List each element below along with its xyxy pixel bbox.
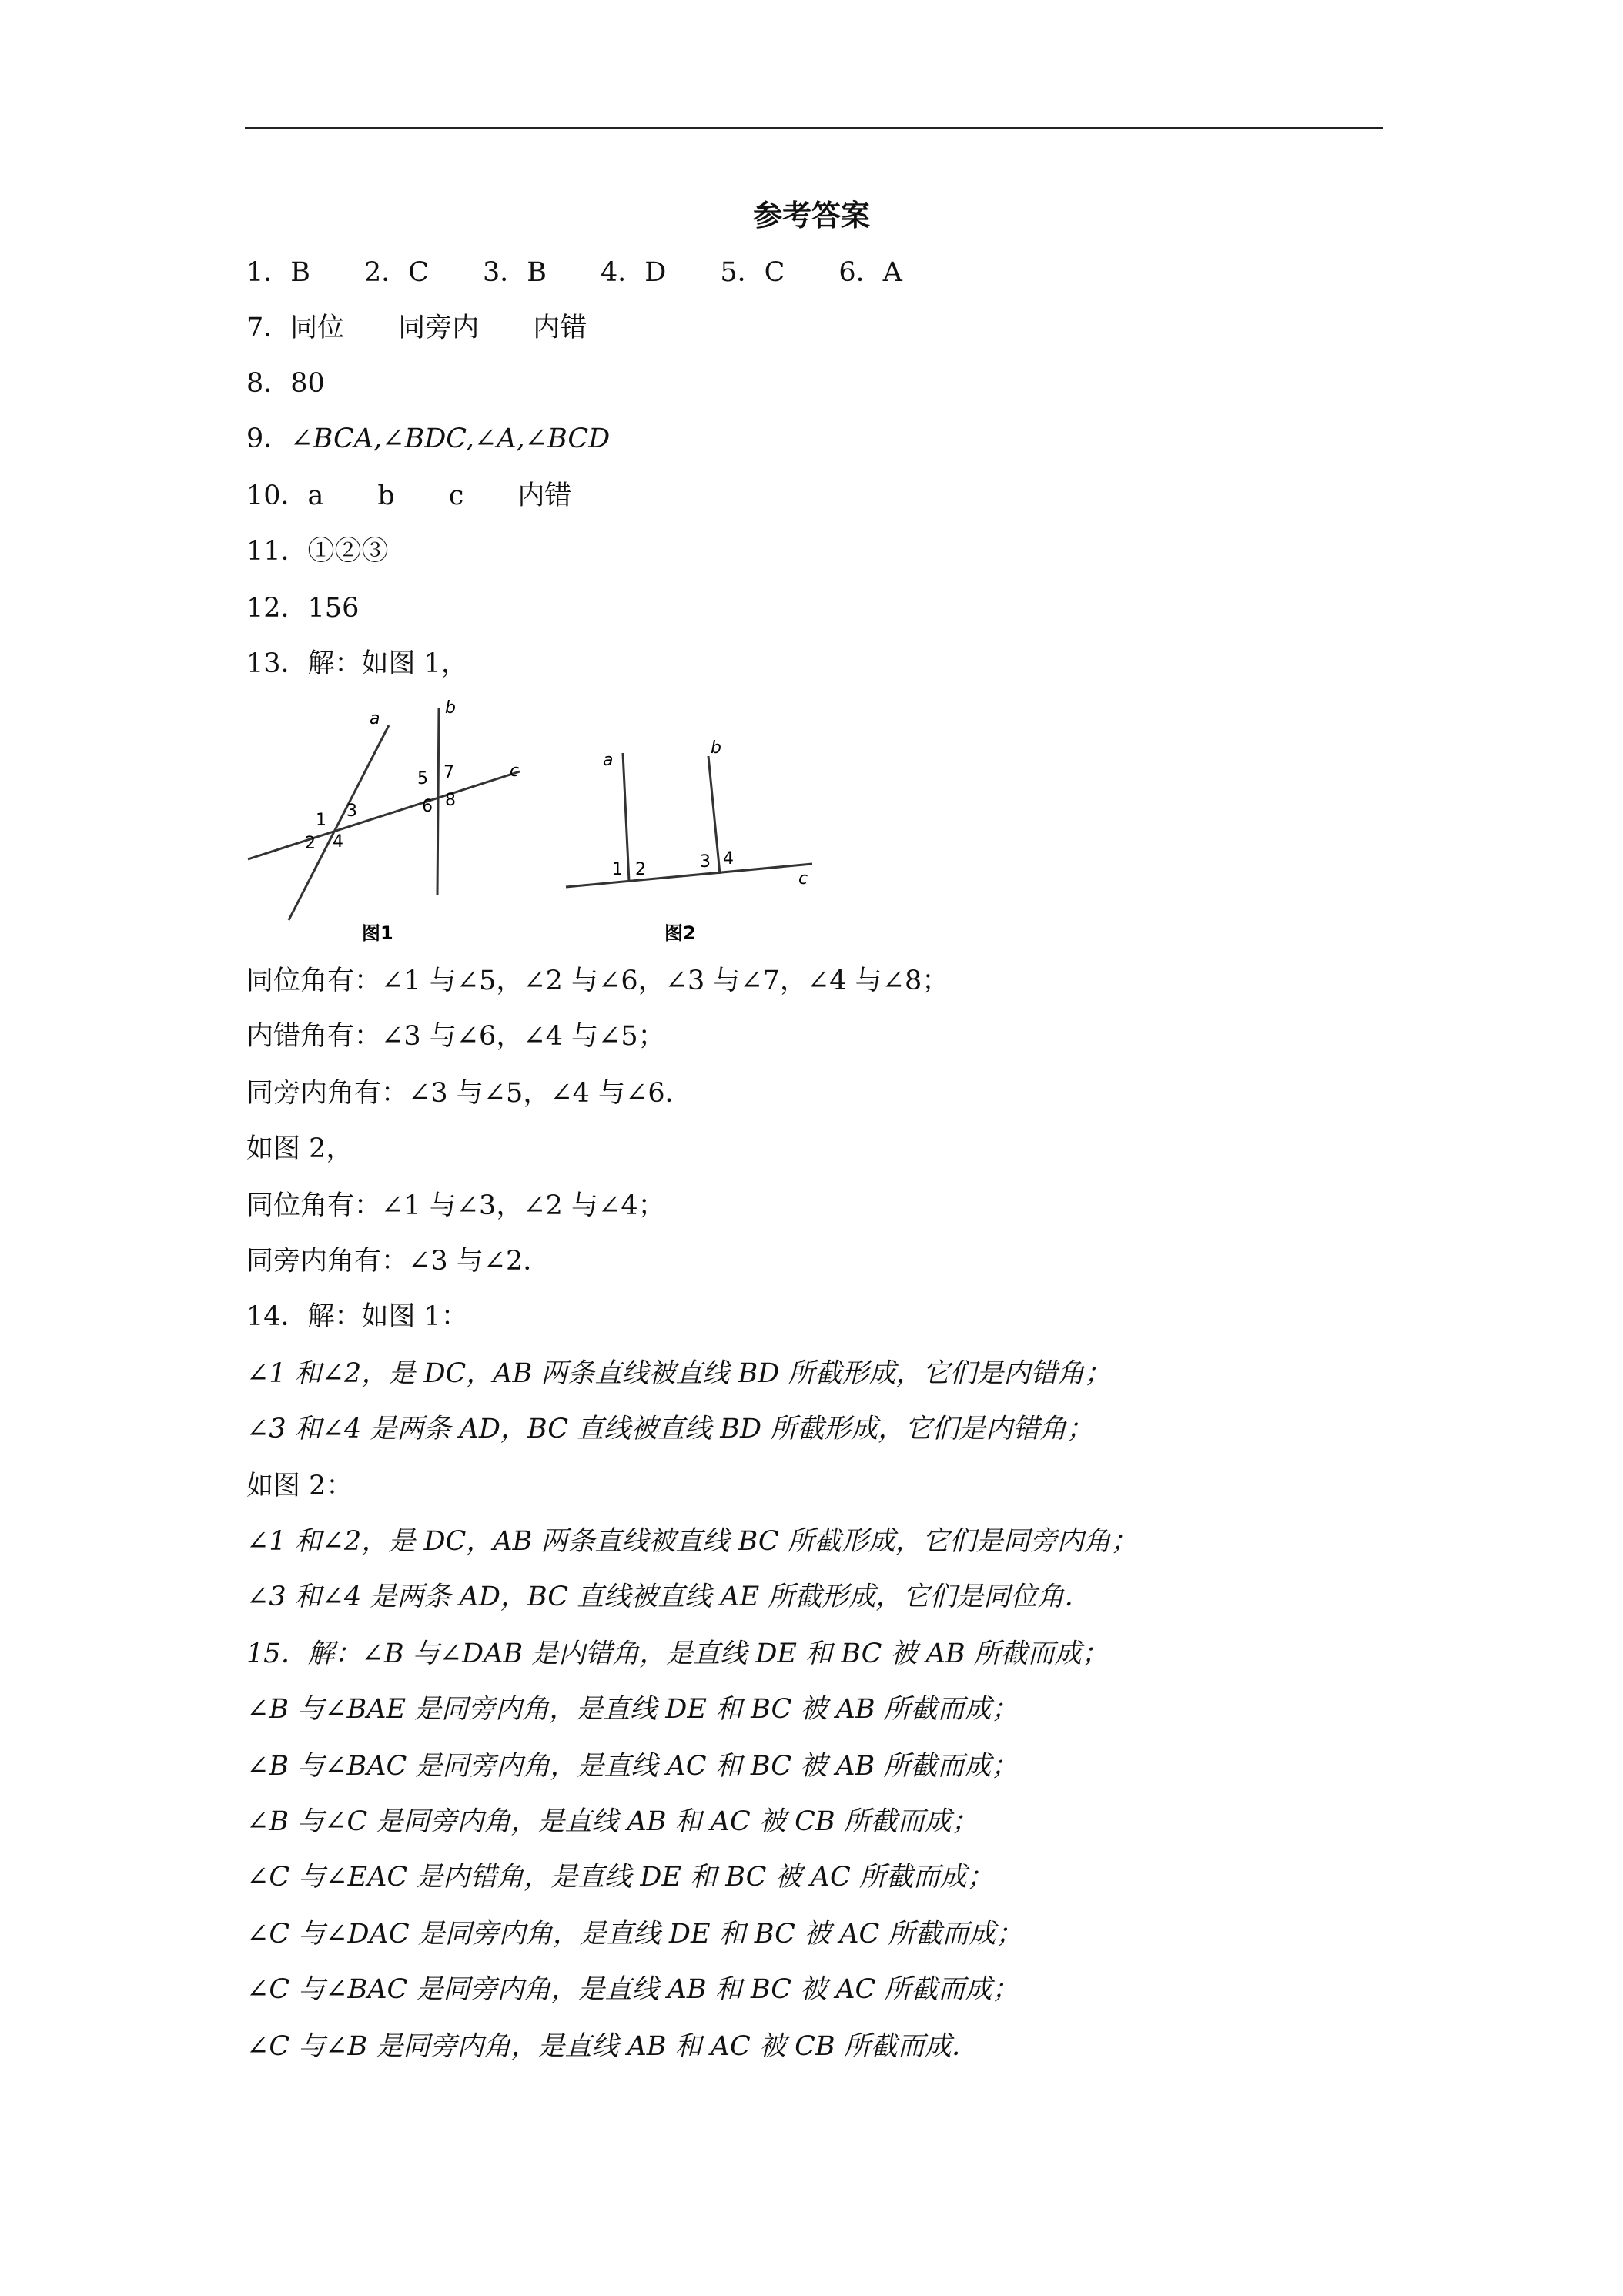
answer-9-number: 9．: [246, 423, 291, 454]
answer-line-11: 11．①②③: [246, 536, 389, 567]
fig1-line-b: [437, 708, 439, 895]
fig2-angle-4: 4: [723, 849, 734, 869]
fig2-label-b: b: [711, 738, 721, 758]
q15-line-2: ∠B 与∠BAE 是同旁内角，是直线 DE 和 BC 被 AB 所截而成；: [246, 1694, 1019, 1725]
q14-line-4: 如图 2：: [246, 1471, 353, 1501]
page-title: 参考答案: [752, 198, 870, 233]
q14-line-5: ∠1 和∠2，是 DC，AB 两条直线被直线 BC 所截形成，它们是同旁内角；: [246, 1526, 1138, 1557]
q13-line-4: 如图 2，: [246, 1133, 353, 1164]
figure-1: [239, 693, 547, 955]
q13-line-3: 同旁内角有：∠3 与∠5，∠4 与∠6．: [246, 1078, 692, 1109]
q14-line-3: ∠3 和∠4 是两条 AD，BC 直线被直线 BD 所截形成，它们是内错角；: [246, 1414, 1094, 1444]
fig1-label-b: b: [445, 698, 456, 718]
fig1-angle-2: 2: [305, 834, 316, 853]
fig1-angle-8: 8: [445, 791, 456, 810]
fig1-angle-6: 6: [422, 797, 433, 816]
q14-line-1: 14．解：如图 1：: [246, 1301, 468, 1332]
fig1-angle-3: 3: [346, 802, 357, 821]
fig2-line-c: [566, 864, 812, 887]
q13-line-1: 同位角有：∠1 与∠5，∠2 与∠6，∠3 与∠7，∠4 与∠8；: [246, 966, 949, 996]
fig1-angle-5: 5: [417, 769, 428, 788]
fig2-line-a: [623, 753, 629, 882]
fig1-caption: 图1: [362, 922, 393, 944]
answer-line-13: 13．解：如图 1，: [246, 648, 468, 679]
fig1-label-c: c: [510, 761, 520, 781]
q15-line-4: ∠B 与∠C 是同旁内角，是直线 AB 和 AC 被 CB 所截而成；: [246, 1806, 979, 1837]
q13-line-2: 内错角有：∠3 与∠6，∠4 与∠5；: [246, 1021, 665, 1052]
fig2-caption: 图2: [664, 922, 696, 944]
fig2-label-a: a: [603, 751, 614, 770]
fig2-angle-3: 3: [700, 852, 711, 872]
q15-line-6: ∠C 与∠DAC 是同旁内角，是直线 DE 和 BC 被 AC 所截而成；: [246, 1919, 1023, 1950]
fig2-angle-2: 2: [635, 860, 646, 879]
fig1-line-a: [289, 725, 389, 920]
answer-line-7: 7．同位 同旁内 内错: [246, 313, 587, 343]
fig1-line-c: [248, 771, 520, 859]
figure-2: [558, 731, 835, 955]
fig1-angle-1: 1: [316, 811, 326, 830]
header-rule: [245, 127, 1383, 129]
answer-line-12: 12．156: [246, 593, 360, 624]
answer-line-9: [246, 417, 610, 460]
fig2-angle-1: 1: [612, 860, 623, 879]
answer-line-8: 8．80: [246, 368, 325, 399]
q15-line-1: 15．解：∠B 与∠DAB 是内错角，是直线 DE 和 BC 被 AB 所截而成；: [246, 1638, 1109, 1669]
fig1-label-a: a: [370, 709, 380, 728]
q14-line-2: ∠1 和∠2，是 DC，AB 两条直线被直线 BD 所截形成，它们是内错角；: [246, 1358, 1112, 1389]
q15-line-3: ∠B 与∠BAC 是同旁内角，是直线 AC 和 BC 被 AB 所截而成；: [246, 1751, 1019, 1782]
fig1-angle-7: 7: [443, 763, 454, 782]
answer-line-1-6: 1．B 2．C 3．B 4．D 5．C 6．A: [246, 257, 902, 288]
q15-line-7: ∠C 与∠BAC 是同旁内角，是直线 AB 和 BC 被 AC 所截而成；: [246, 1974, 1019, 2005]
answer-9-angles: ∠BCA,∠BDC,∠A,∠BCD: [290, 423, 611, 454]
fig1-angle-4: 4: [333, 832, 343, 852]
q13-line-6: 同旁内角有：∠3 与∠2．: [246, 1246, 550, 1277]
q14-line-6: ∠3 和∠4 是两条 AD，BC 直线被直线 AE 所截形成，它们是同位角．: [246, 1581, 1092, 1612]
q15-line-8: ∠C 与∠B 是同旁内角，是直线 AB 和 AC 被 CB 所截而成．: [246, 2031, 979, 2062]
answer-line-10: 10．a b c 内错: [246, 480, 572, 511]
fig2-label-c: c: [798, 869, 808, 889]
q15-line-5: ∠C 与∠EAC 是内错角，是直线 DE 和 BC 被 AC 所截而成；: [246, 1862, 994, 1893]
q13-line-5: 同位角有：∠1 与∠3，∠2 与∠4；: [246, 1190, 665, 1221]
